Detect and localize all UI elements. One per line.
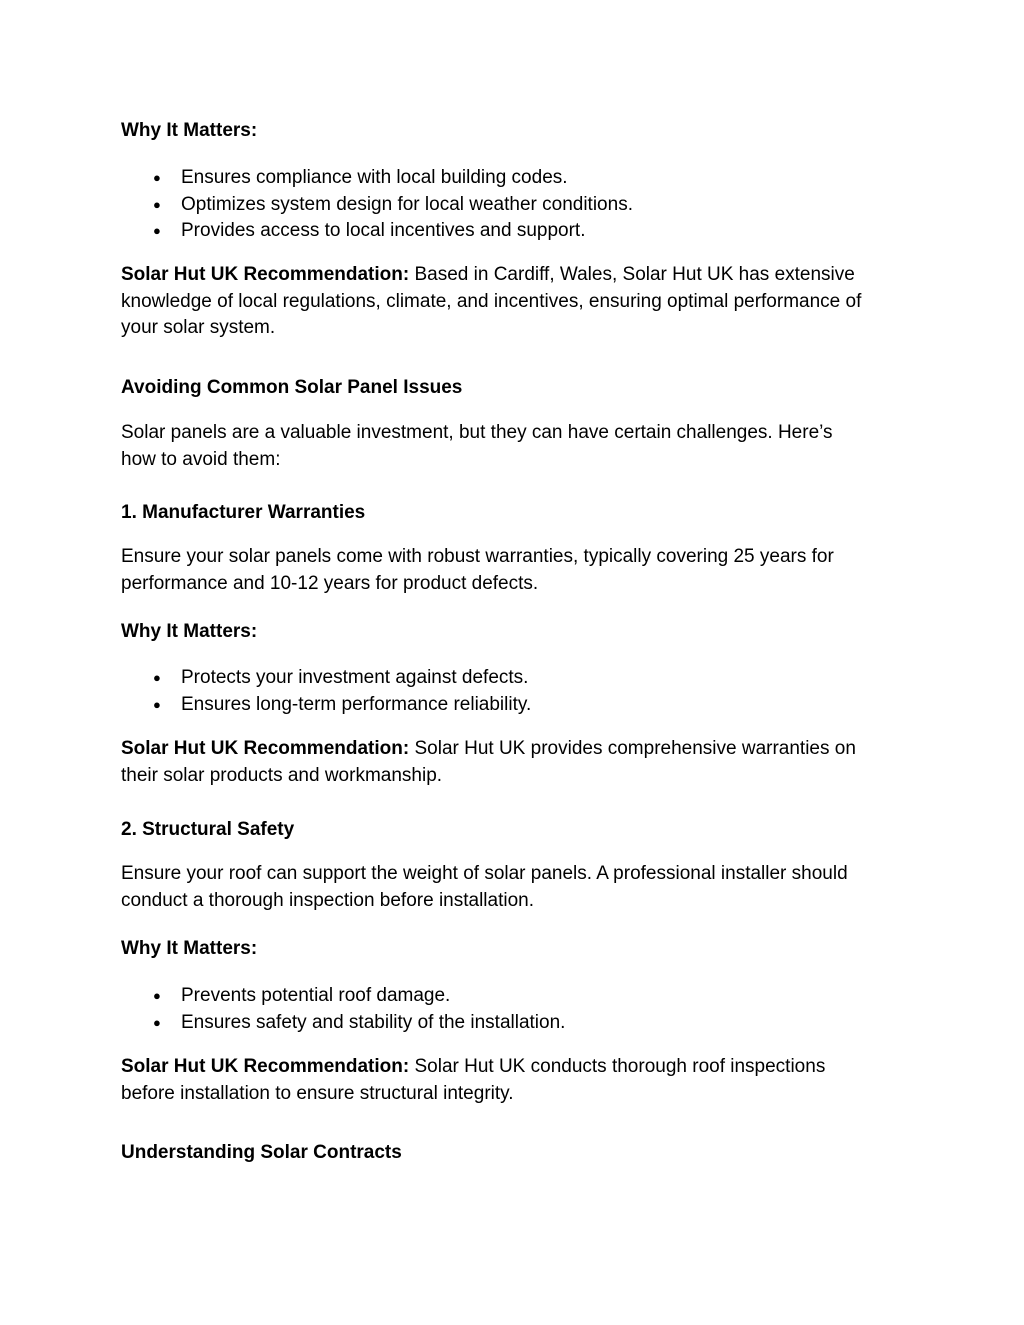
list-item: ● Optimizes system design for local weather conditions. <box>121 192 911 219</box>
recommendation-paragraph: Solar Hut UK Recommendation: Based in Cardiff, Wales, Solar Hut UK has extensive knowledge of local regulations, climate, and incentives, ensuring optimal performance of your solar system. <box>121 264 862 338</box>
body-paragraph: Ensure your solar panels come with robust warranties, typically covering 25 years for performance and 10-12 years for product defects. <box>121 546 834 594</box>
why-it-matters-heading: Why It Matters: <box>121 120 258 141</box>
bullet-icon: ● <box>153 670 161 685</box>
body-paragraph: Ensure your roof can support the weight of solar panels. A professional installer should conduct a thorough inspection before installation. <box>121 863 848 911</box>
bullet-icon: ● <box>153 170 161 185</box>
list-item: ● Ensures long-term performance reliability. <box>121 692 911 719</box>
recommendation-label: Solar Hut UK Recommendation: <box>121 1056 410 1077</box>
bullet-list <box>121 983 911 1036</box>
subsection-heading: 1. Manufacturer Warranties <box>121 502 366 523</box>
bullet-icon: ● <box>153 223 161 238</box>
why-it-matters-heading: Why It Matters: <box>121 621 258 642</box>
subsection-heading: 2. Structural Safety <box>121 819 295 840</box>
why-it-matters-heading: Why It Matters: <box>121 938 258 959</box>
list-item: ● Protects your investment against defects. <box>121 665 911 692</box>
bullet-icon: ● <box>153 696 161 712</box>
bullet-icon: ● <box>153 1014 161 1030</box>
bullet-list <box>121 165 911 245</box>
recommendation-paragraph: Solar Hut UK Recommendation: Solar Hut UK provides comprehensive warranties on their solar products and workmanship. <box>121 738 856 786</box>
bullet-icon: ● <box>153 988 161 1003</box>
bullet-icon: ● <box>153 196 161 212</box>
section-heading: Avoiding Common Solar Panel Issues <box>121 377 463 398</box>
list-item: ● Ensures safety and stability of the installation. <box>121 1010 911 1037</box>
bullet-list <box>121 665 911 718</box>
recommendation-label: Solar Hut UK Recommendation: <box>121 264 410 285</box>
list-item: ● Prevents potential roof damage. <box>121 983 911 1010</box>
recommendation-label: Solar Hut UK Recommendation: <box>121 738 410 759</box>
list-item: ● Provides access to local incentives and support. <box>121 218 911 245</box>
recommendation-paragraph: Solar Hut UK Recommendation: Solar Hut UK conducts thorough roof inspections before installation to ensure structural integrity. <box>121 1056 826 1104</box>
section-heading: Understanding Solar Contracts <box>121 1142 402 1163</box>
list-item: ● Ensures compliance with local building codes. <box>121 165 911 192</box>
intro-paragraph: Solar panels are a valuable investment, but they can have certain challenges. Here’s how to avoid them: <box>121 422 833 470</box>
